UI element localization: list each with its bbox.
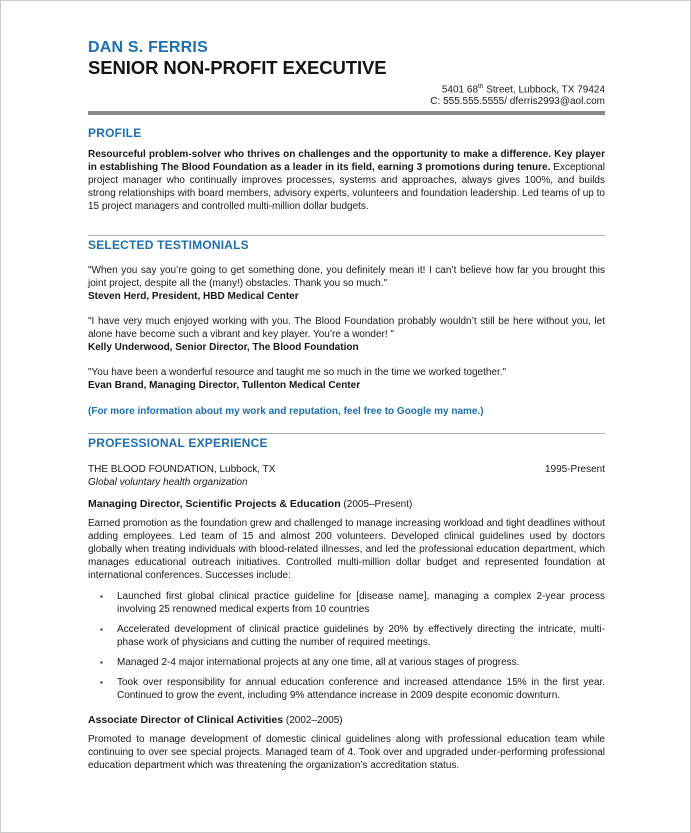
achievement-text: Took over responsibility for annual education conference and increased attendance 15% in the first year. Continued to grow the event, including 9% attendance increase in 2009 despite economic downturn.: [117, 677, 605, 702]
company-name: THE BLOOD FOUNDATION, Lubbock, TX: [88, 464, 276, 476]
company-row: [88, 463, 605, 476]
role-summary: Promoted to manage development of domestic clinical guidelines along with professional education team while continuing to over see special projects. Managed team of 4. Took over and upgraded under-performing professional education department which was threatening the organization’s accreditation status.: [88, 734, 605, 772]
achievement-item: [88, 623, 605, 649]
square-bullet-icon: ▪: [100, 678, 103, 688]
candidate-name: DAN S. FERRIS: [88, 39, 208, 56]
section-divider: [88, 235, 605, 236]
profile-summary-bold: Resourceful problem-solver who thrives on challenges and the opportunity to make a difference. Key player in establishing The Blood Foundation as a leader in its field, earning 3 promotions during tenure.: [88, 149, 605, 174]
role-title-row: [88, 714, 605, 727]
company-description: Global voluntary health organization: [88, 477, 248, 489]
square-bullet-icon: ▪: [100, 658, 103, 668]
achievement-item: [88, 656, 605, 669]
role-dates: (2002–2005): [285, 715, 343, 727]
testimonial-item: [88, 366, 605, 392]
phone-email-text: C: 555.555.5555/ dferris2993@aol.com: [430, 96, 605, 108]
profile-summary: [88, 148, 605, 213]
phone-email-line: [88, 96, 605, 108]
role-title: Managing Director, Scientific Projects & Education: [88, 498, 341, 511]
experience-heading: PROFESSIONAL EXPERIENCE: [88, 436, 268, 451]
testimonial-quote: "When you say you’re going to get something done, you definitely mean it! I can’t believe how far you brought this joint project, despite all the (many!) obstacles. Thank you so much.": [88, 265, 605, 290]
role-title-row: [88, 498, 605, 511]
role-title: Associate Director of Clinical Activities: [88, 714, 284, 727]
testimonial-quote: "You have been a wonderful resource and taught me so much in the time we worked together.": [88, 367, 507, 379]
experience-section: [88, 433, 605, 772]
employment-dates: 1995-Present: [544, 464, 605, 476]
address-line: [88, 81, 605, 96]
street-number: 5401 68: [441, 84, 479, 96]
testimonials-section: [88, 235, 605, 418]
achievement-list: [88, 590, 605, 702]
resume-header: [88, 39, 605, 115]
testimonial-item: [88, 264, 605, 303]
header-divider-bar: [88, 111, 605, 115]
profile-summary-regular: Exceptional project manager who continually improves processes, systems and approaches, always gives 100%, and builds strong relationships with board members, advisory experts, volunteers and foundation leadership. Led teams of up to 15 project managers and controlled multi-million dollar budgets.: [88, 162, 605, 213]
contact-block: [88, 81, 605, 108]
achievement-text: Launched first global clinical practice guideline for [disease name], managing a complex 2-year process involving 25 renowned medical experts from 10 countries: [117, 591, 605, 616]
square-bullet-icon: ▪: [100, 592, 103, 602]
section-divider: [88, 433, 605, 434]
role-dates: (2005–Present): [343, 499, 413, 511]
achievement-item: [88, 676, 605, 702]
testimonial-quote: "I have very much enjoyed working with you. The Blood Foundation probably wouldn’t still be here without you, let alone have become such a vibrant and key player. You’re a wonder! ": [88, 316, 605, 341]
testimonial-attribution: Evan Brand, Managing Director, Tullenton Medical Center: [88, 380, 361, 392]
ordinal-suffix: th: [478, 83, 484, 90]
street-city-state: Street, Lubbock, TX 79424: [483, 84, 605, 96]
achievement-text: Managed 2-4 major international projects at any one time, all at various stages of progress.: [117, 657, 520, 669]
testimonial-attribution: Steven Herd, President, HBD Medical Center: [88, 291, 299, 303]
google-me-note: (For more information about my work and reputation, feel free to Google my name.): [88, 406, 484, 418]
testimonials-heading: SELECTED TESTIMONIALS: [88, 238, 249, 253]
testimonial-item: [88, 315, 605, 354]
resume-content: [88, 39, 605, 772]
profile-section: [88, 127, 605, 213]
profile-heading: PROFILE: [88, 126, 142, 141]
role-summary: Earned promotion as the foundation grew and challenged to manage increasing workload and tight deadlines without adding employees. Led team of 15 and almost 200 volunteers. Developed clinical guidelines used by doctors globally when treating individuals with blood-related illnesses, and led the professional education department, which manages educational outreach initiatives. Controlled multi-million dollar budget and represented foundation at international conferences. Successes include:: [88, 518, 605, 582]
candidate-headline: SENIOR NON-PROFIT EXECUTIVE: [88, 57, 387, 78]
achievement-text: Accelerated development of clinical practice guidelines by 20% by effectively directing the intricate, multi-phase work of physicians and cutting the number of required meetings.: [117, 624, 605, 649]
achievement-item: [88, 590, 605, 616]
testimonial-attribution: Kelly Underwood, Senior Director, The Blood Foundation: [88, 342, 359, 354]
square-bullet-icon: ▪: [100, 625, 103, 635]
